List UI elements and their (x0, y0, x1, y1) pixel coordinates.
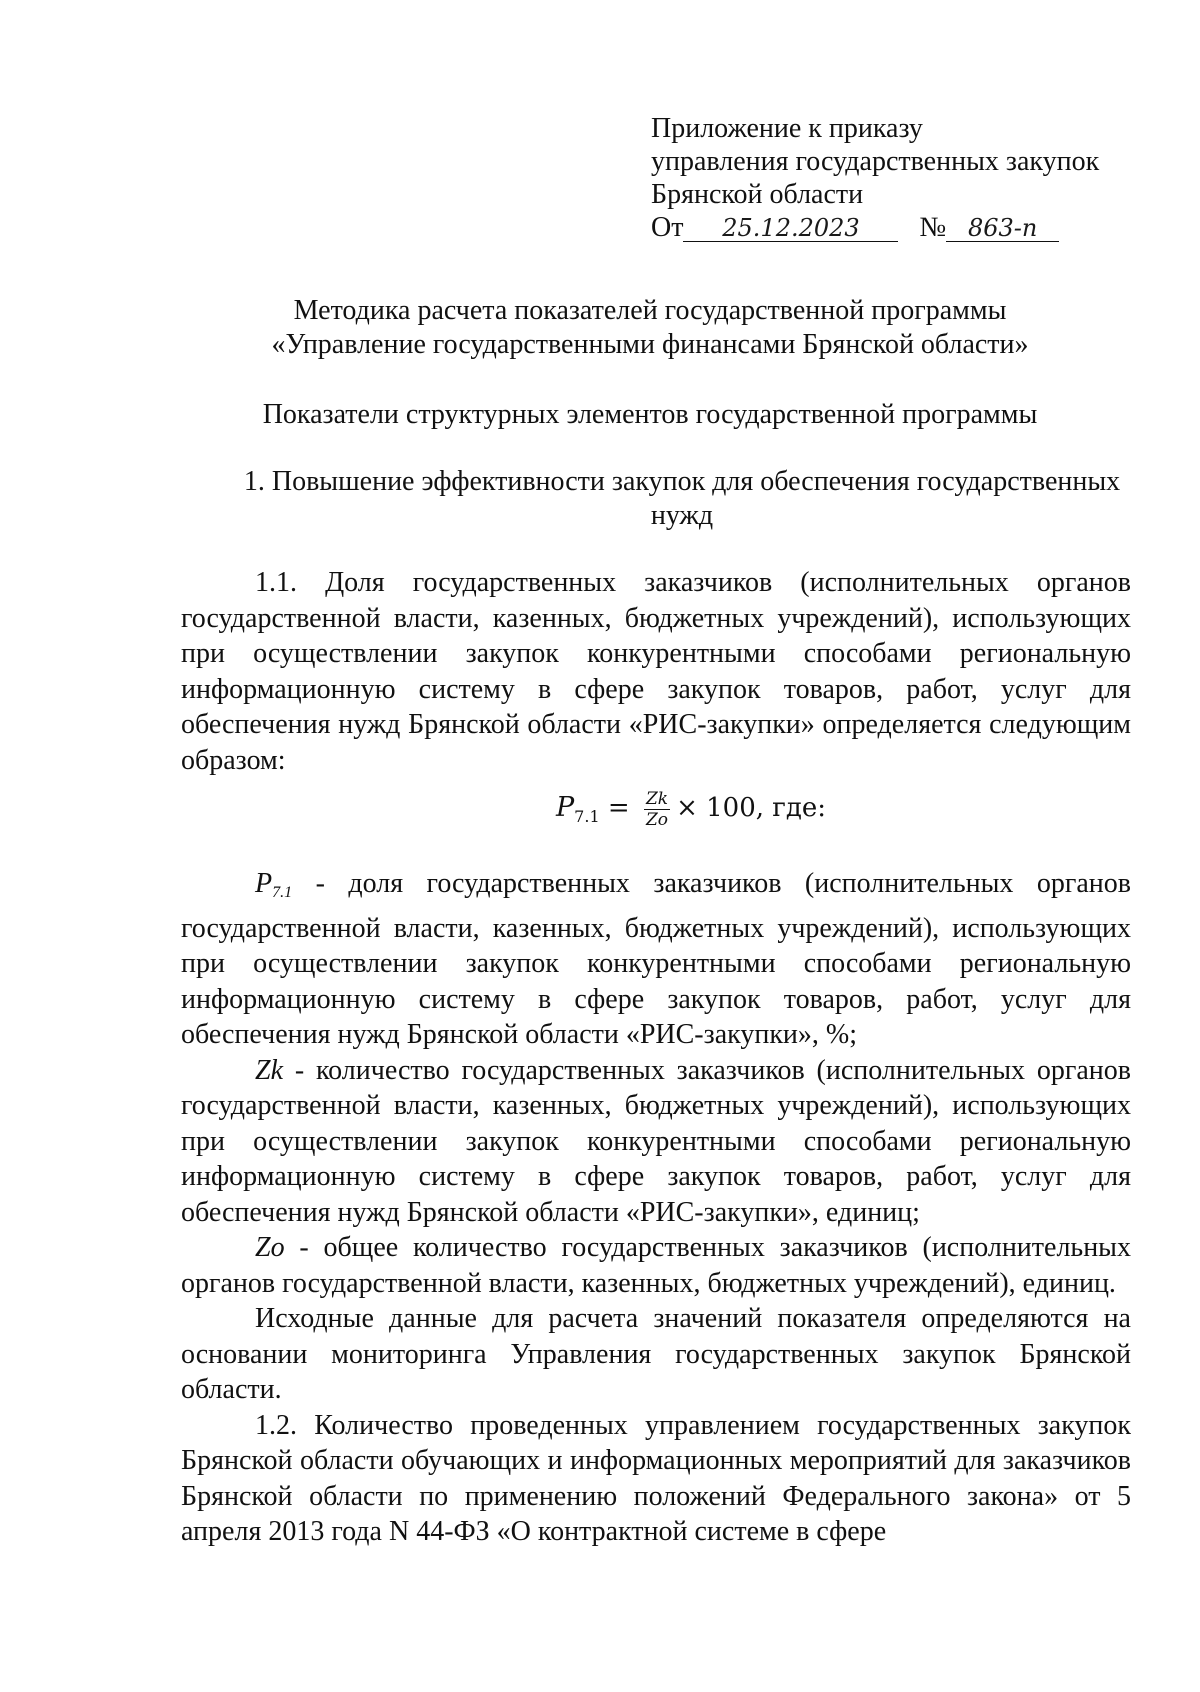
definition-zk (181, 1053, 1131, 1231)
formula-rest: × 100, где: (676, 793, 827, 823)
document-subtitle: Показатели структурных элементов государственной программы (262, 399, 1038, 430)
section-number: 1. (243, 466, 265, 497)
number-prefix: № (919, 212, 947, 243)
formula-equals: = (599, 793, 638, 823)
paragraph-1-1 (181, 565, 1131, 778)
definitions-block (181, 866, 1131, 1550)
definition-zk-text: - количество государственных заказчиков (исполнительных органов государственной власти, казенных, бюджетных учреждений), использующих при осуществлении закупок конкурентными способами региональную информационную систему в сфере закупок товаров, работ, услуг для обеспечения нужд Брянской области «РИС-закупки», единиц; (181, 1054, 1131, 1228)
section-heading (222, 465, 1142, 533)
formula-lhs-subscript: 7.1 (574, 807, 600, 826)
term-p: P (255, 868, 273, 899)
formula-lhs: P (556, 792, 575, 823)
header-date-number-line (651, 211, 1099, 244)
appendix-header (651, 112, 1099, 244)
formula-numerator: Zk (645, 789, 669, 810)
paragraph-1-2: 1.2. Количество проведенных управлением государственных закупок Брянской области обучающих и информационных мероприятий для заказчиков Брянской области по применению положений Федерального закона» от 5 апреля 2013 года N 44-ФЗ «О контрактной системе в сфере (181, 1409, 1131, 1547)
term-zo: Zo (255, 1232, 285, 1263)
source-data-paragraph: Исходные данные для расчета значений показателя определяются на основании мониторинга Управления государственных закупок Брянской области. (181, 1303, 1131, 1405)
definition-p71 (181, 866, 1131, 1053)
handwritten-date: 25.12.2023 (683, 215, 898, 242)
date-prefix: От (651, 212, 684, 243)
definition-zo (181, 1230, 1131, 1301)
title-line-2: «Управление государственными финансами Брянской области» (271, 329, 1029, 360)
paragraph-text: 1.1. Доля государственных заказчиков (исполнительных органов государственной власти, казенных, бюджетных учреждений), использующих при осуществлении закупок конкурентными способами региональную информационную систему в сфере закупок товаров, работ, услуг для обеспечения нужд Брянской области «РИС-закупки» определяется следующим образом: (181, 567, 1131, 776)
section-heading-text: Повышение эффективности закупок для обеспечения государственных (271, 466, 1121, 497)
term-zk: Zk (255, 1054, 283, 1086)
header-line-3: Брянской области (651, 179, 864, 210)
header-line-2: управления государственных закупок (651, 146, 1100, 177)
formula-denominator: Zo (645, 810, 669, 831)
document-title (170, 294, 1130, 362)
formula-fraction (644, 789, 670, 830)
term-p-subscript: 7.1 (272, 884, 293, 901)
section-heading-line-2: нужд (650, 500, 714, 531)
handwritten-number: 863-п (946, 215, 1059, 242)
definition-p71-text: - доля государственных заказчиков (исполнительных органов государственной власти, казенных, бюджетных учреждений), использующих при осуществлении закупок конкурентными способами региональную информационную систему в сфере закупок товаров, работ, услуг для обеспечения нужд Брянской области «РИС-закупки», %; (181, 868, 1131, 1050)
definition-zo-text: - общее количество государственных заказчиков (исполнительных органов государственной власти, казенных, бюджетных учреждений), единиц. (181, 1232, 1131, 1299)
section-heading-line-1 (222, 465, 1142, 499)
title-line-1: Методика расчета показателей государственной программы (293, 295, 1007, 326)
formula-p71 (556, 788, 826, 837)
header-line-1: Приложение к приказу (651, 113, 923, 144)
